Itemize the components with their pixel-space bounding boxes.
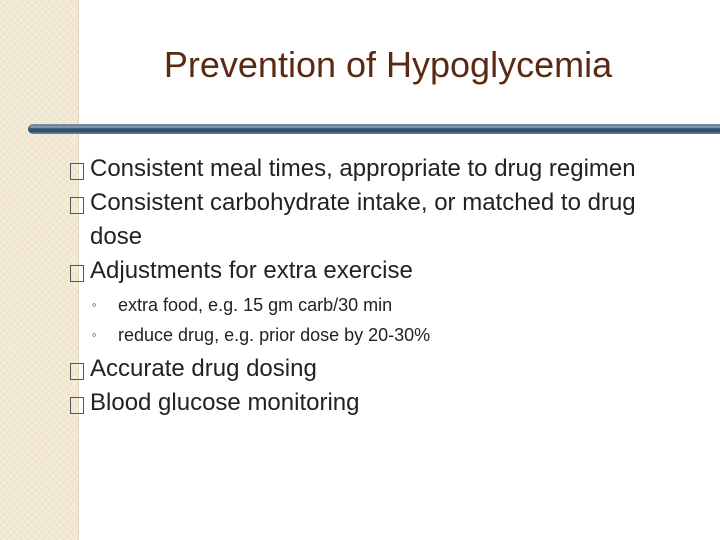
bullet-item <box>70 254 690 288</box>
bullet-item <box>70 352 690 386</box>
circle-bullet-icon: ◦ <box>92 327 97 342</box>
bullet-box-icon <box>70 363 84 380</box>
bullet-box-icon <box>70 397 84 414</box>
bullet-item <box>70 152 690 186</box>
title-divider-bar <box>28 124 720 134</box>
sub-bullet-text: extra food, e.g. 15 gm carb/30 min <box>118 295 393 315</box>
bullet-text: Consistent meal times, appropriate to drug regimen <box>90 155 636 182</box>
circle-bullet-icon: ◦ <box>92 297 97 312</box>
sub-bullet-text: reduce drug, e.g. prior dose by 20-30% <box>118 325 431 345</box>
bullet-text: Accurate drug dosing <box>90 355 317 382</box>
bullet-box-icon <box>70 265 84 282</box>
decorative-side-panel <box>0 0 79 540</box>
bullet-text: Adjustments for extra exercise <box>90 257 413 284</box>
bullet-item <box>70 386 690 420</box>
sub-bullet-item <box>70 320 690 350</box>
bullet-list <box>70 152 690 420</box>
bullet-box-icon <box>70 163 84 180</box>
sub-bullet-item <box>70 290 690 320</box>
bullet-text: Blood glucose monitoring <box>90 389 360 416</box>
bullet-item <box>70 186 690 254</box>
slide-title: Prevention of Hypoglycemia <box>163 44 613 85</box>
bullet-text: Consistent carbohydrate intake, or matched to drug dose <box>90 189 636 250</box>
bullet-box-icon <box>70 197 84 214</box>
